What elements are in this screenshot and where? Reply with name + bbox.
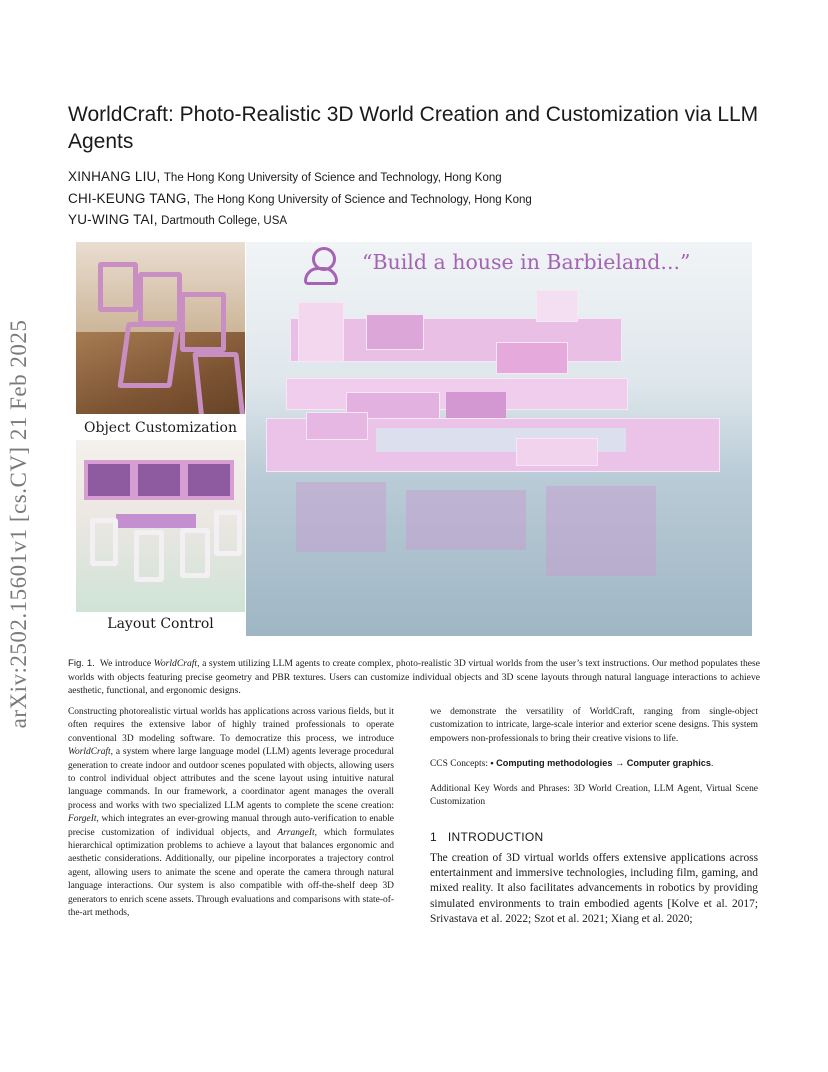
author-line	[68, 210, 768, 232]
window-shape	[84, 460, 134, 500]
abstract-column-right	[430, 706, 758, 927]
section-heading: 1 INTRODUCTION	[430, 830, 544, 845]
author-line	[68, 189, 768, 211]
intro-paragraph: The creation of 3D virtual worlds offers extensive applications across entertainment and immersive technologies, including film, gaming, and mixed reality. It also facilitates advancements in robotics by providing simulated environments to train embodied agents [Kolve et al. 2017; Srivastava et al. 2022; Szot et al. 2021; Xiang et al. 2020;	[430, 851, 758, 926]
reflection-shape	[296, 482, 386, 552]
author-name: CHI-KEUNG TANG,	[68, 190, 191, 206]
window-shape	[134, 460, 184, 500]
author-name: YU-WING TAI,	[68, 212, 158, 227]
object-customization-image	[76, 242, 245, 438]
reflection-shape	[406, 490, 526, 550]
chair-shape	[134, 530, 164, 582]
reflection-shape	[546, 486, 656, 576]
bookshelf-shape	[298, 302, 344, 362]
system-name: WorldCraft	[153, 658, 198, 669]
room-shape	[446, 392, 506, 420]
user-icon-body	[304, 267, 338, 285]
chair-shape	[180, 292, 226, 352]
terrace-shape	[516, 438, 598, 466]
author-affiliation: The Hong Kong University of Science and Technology, Hong Kong	[194, 193, 532, 206]
bed-shape	[366, 314, 424, 350]
arxiv-stamp: arXiv:2502.15601v1 [cs.CV] 21 Feb 2025	[6, 319, 31, 729]
author-list	[68, 167, 768, 232]
window-shape	[184, 460, 234, 500]
sofa-shape	[496, 342, 568, 374]
author-line	[68, 167, 768, 189]
railing-shape	[536, 290, 578, 322]
chair-shape	[138, 272, 182, 326]
chair-shape	[98, 262, 138, 312]
panel-label-layout: Layout Control	[76, 612, 245, 636]
abstract-paragraph-continued: we demonstrate the versatility of WorldCraft, ranging from single-object customization to intricate, large-scale interior and exterior scene designs. This system empowers non-professionals to bring their creative visions to life.	[430, 707, 758, 744]
layout-control-image	[76, 440, 245, 612]
author-name: XINHANG LIU,	[68, 169, 161, 184]
chair-shape	[192, 352, 245, 422]
table-shape	[116, 514, 196, 528]
abstract-paragraph: Constructing photorealistic virtual worlds has applications across various fields, but it often requires the extensive labor of highly trained professionals to operate conventional 3D modeling software. To democratize this process, we introduce WorldCraft, a system where large language model (LLM) agents leverage procedural generation to create indoor and outdoor scenes populated with objects, allowing users to control individual object attributes and the scene layout using intuitive natural language commands. In our framework, a coordinator agent manages the overall process and works with two specialized LLM agents to complete the scene creation: ForgeIt, which integrates an ever-growing manual through auto-verification to enable precise customization of individual objects, and ArrangeIt, which formulates hierarchical optimization problems to achieve a layout that balances ergonomic and aesthetic considerations. Additionally, our pipeline incorporates a trajectory control agent, allowing users to animate the scene and operate the camera through natural language interactions. Our system is also compatible with off-the-shelf deep 3D generators to enrich scene assets. Through evaluations and comparisons with state-of-the-art methods,	[68, 707, 394, 919]
author-affiliation: The Hong Kong University of Science and Technology, Hong Kong	[163, 172, 502, 184]
lounge-shape	[306, 412, 368, 440]
keywords: Additional Key Words and Phrases: 3D World Creation, LLM Agent, Virtual Scene Customization	[430, 783, 758, 808]
paper-title: WorldCraft: Photo-Realistic 3D World Creation and Customization via LLM Agents	[68, 103, 759, 153]
abstract-column-left	[68, 706, 394, 921]
panel-label-object: Object Customization	[76, 414, 245, 442]
prompt-quote: “Build a house in Barbieland...”	[362, 250, 691, 274]
teaser-figure	[76, 242, 752, 636]
main-scene-image	[246, 242, 752, 636]
chair-shape	[90, 518, 118, 566]
caption-label: Fig. 1.	[68, 658, 95, 669]
chair-shape	[117, 322, 180, 388]
figure-caption: Fig. 1. We introduce WorldCraft, a system utilizing LLM agents to create complex, photo-realistic 3D virtual worlds from the user’s text instructions. Our method populates these worlds with objects featuring precise geometry and PBR textures. Users can customize individual objects and 3D scene layouts through natural language interactions to achieve aesthetic, functional, and ergonomic designs.	[68, 658, 761, 697]
author-affiliation: Dartmouth College, USA	[161, 215, 288, 227]
ccs-concepts: CCS Concepts: • Computing methodologies → Computer graphics.	[430, 758, 714, 770]
chair-shape	[180, 528, 210, 578]
chair-shape	[214, 510, 242, 556]
